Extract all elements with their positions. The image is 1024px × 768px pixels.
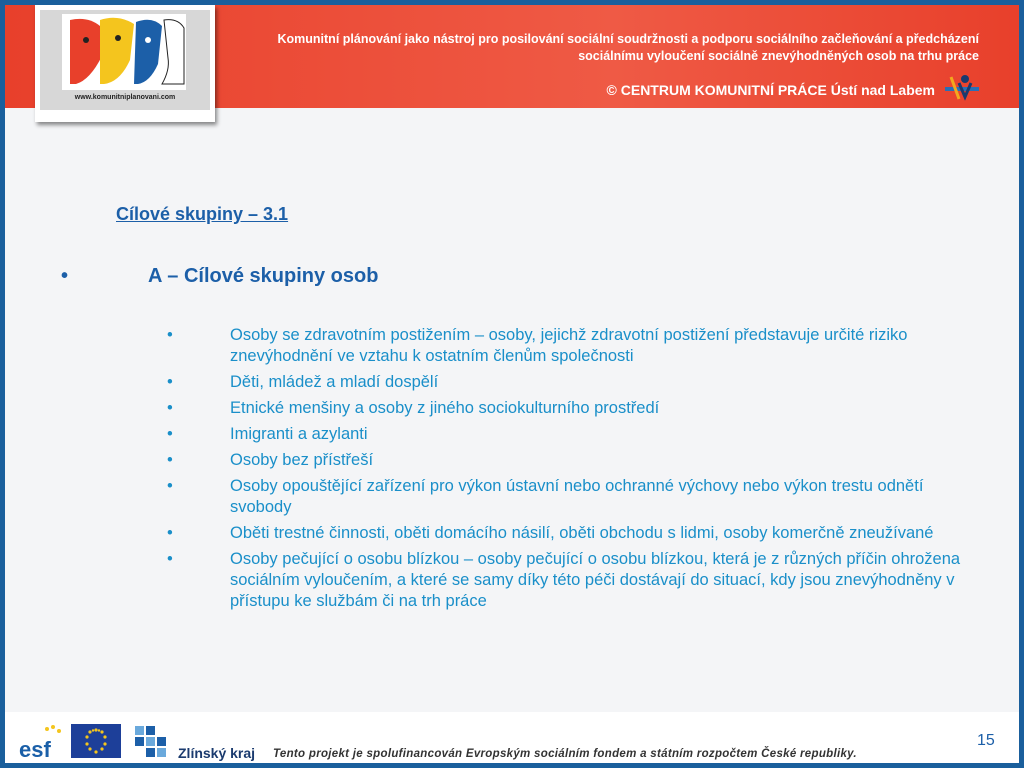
footer <box>5 712 1019 763</box>
list-item-text: Osoby bez přístřeší <box>230 451 374 469</box>
footer-funding-text: Tento projekt je spolufinancován Evropským sociálním fondem a státním rozpočtem České republiky. <box>273 748 857 760</box>
list-item-text: Imigranti a azylanti <box>230 425 368 443</box>
list-item <box>165 523 965 544</box>
slide-title[interactable]: Cílové skupiny – 3.1 <box>116 204 289 224</box>
list-item <box>165 398 965 419</box>
list-item-text: Děti, mládež a mladí dospělí <box>230 373 439 391</box>
bullet: • <box>167 550 173 568</box>
header-title <box>278 31 980 65</box>
list-item <box>165 325 965 367</box>
list-item <box>165 476 965 518</box>
list-item <box>165 372 965 393</box>
zlin-region-label: Zlínský kraj <box>178 745 256 761</box>
ckp-logo-icon <box>945 73 979 103</box>
esf-logo-icon <box>17 721 63 761</box>
list-item <box>165 424 965 445</box>
page-number: 15 <box>977 732 995 749</box>
list-item-text: Osoby pečující o osobu blízkou – osoby pečující o osobu blízkou, která je z různých příčin ohrožena sociálním vyloučením, a které se samy díky této péči dostávají do situací, kdy jsou znevýhodněny v přístupu ke službám či na trh práce <box>230 550 961 610</box>
slide <box>5 5 1019 763</box>
list-item <box>165 450 965 471</box>
bullet: • <box>61 265 69 287</box>
list-item-text: Osoby opouštějící zařízení pro výkon ústavní nebo ochranné výchovy nebo výkon trestu odnětí svobody <box>230 477 924 516</box>
bullet: • <box>167 425 173 443</box>
logo-url: www.komunitniplanovani.com <box>74 94 176 101</box>
copyright: © CENTRUM KOMUNITNÍ PRÁCE Ústí nad Labem <box>606 82 935 98</box>
bullet: • <box>167 451 173 469</box>
target-group-list <box>165 325 965 617</box>
list-item-text: Etnické menšiny a osoby z jiného sociokulturního prostředí <box>230 399 660 417</box>
header-line-1: Komunitní plánování jako nástroj pro posilování sociální soudržnosti a podporu sociálního začleňování a předcházení <box>277 32 979 46</box>
header-line-2: sociálnímu vyloučení sociálně znevýhodněných osob na trhu práce <box>578 49 979 63</box>
eu-flag-icon <box>71 724 121 758</box>
zlin-region-logo-icon <box>135 726 171 758</box>
svg-text:esf: esf <box>19 737 51 761</box>
list-item-text: Osoby se zdravotním postižením – osoby, jejichž zdravotní postižení představuje určité riziko znevýhodnění ve vztahu k ostatním členům společnosti <box>230 326 908 365</box>
bullet: • <box>167 399 173 417</box>
bullet: • <box>167 524 173 542</box>
community-planning-logo <box>35 5 215 122</box>
bullet: • <box>167 477 173 495</box>
list-item <box>165 549 965 612</box>
faces-logo-icon <box>40 10 210 94</box>
level1-label: A – Cílové skupiny osob <box>148 265 379 287</box>
bullet: • <box>167 373 173 391</box>
bullet: • <box>167 326 173 344</box>
list-item-text: Oběti trestné činnosti, oběti domácího násilí, oběti obchodu s lidmi, osoby komerčně zneužívané <box>230 524 934 542</box>
